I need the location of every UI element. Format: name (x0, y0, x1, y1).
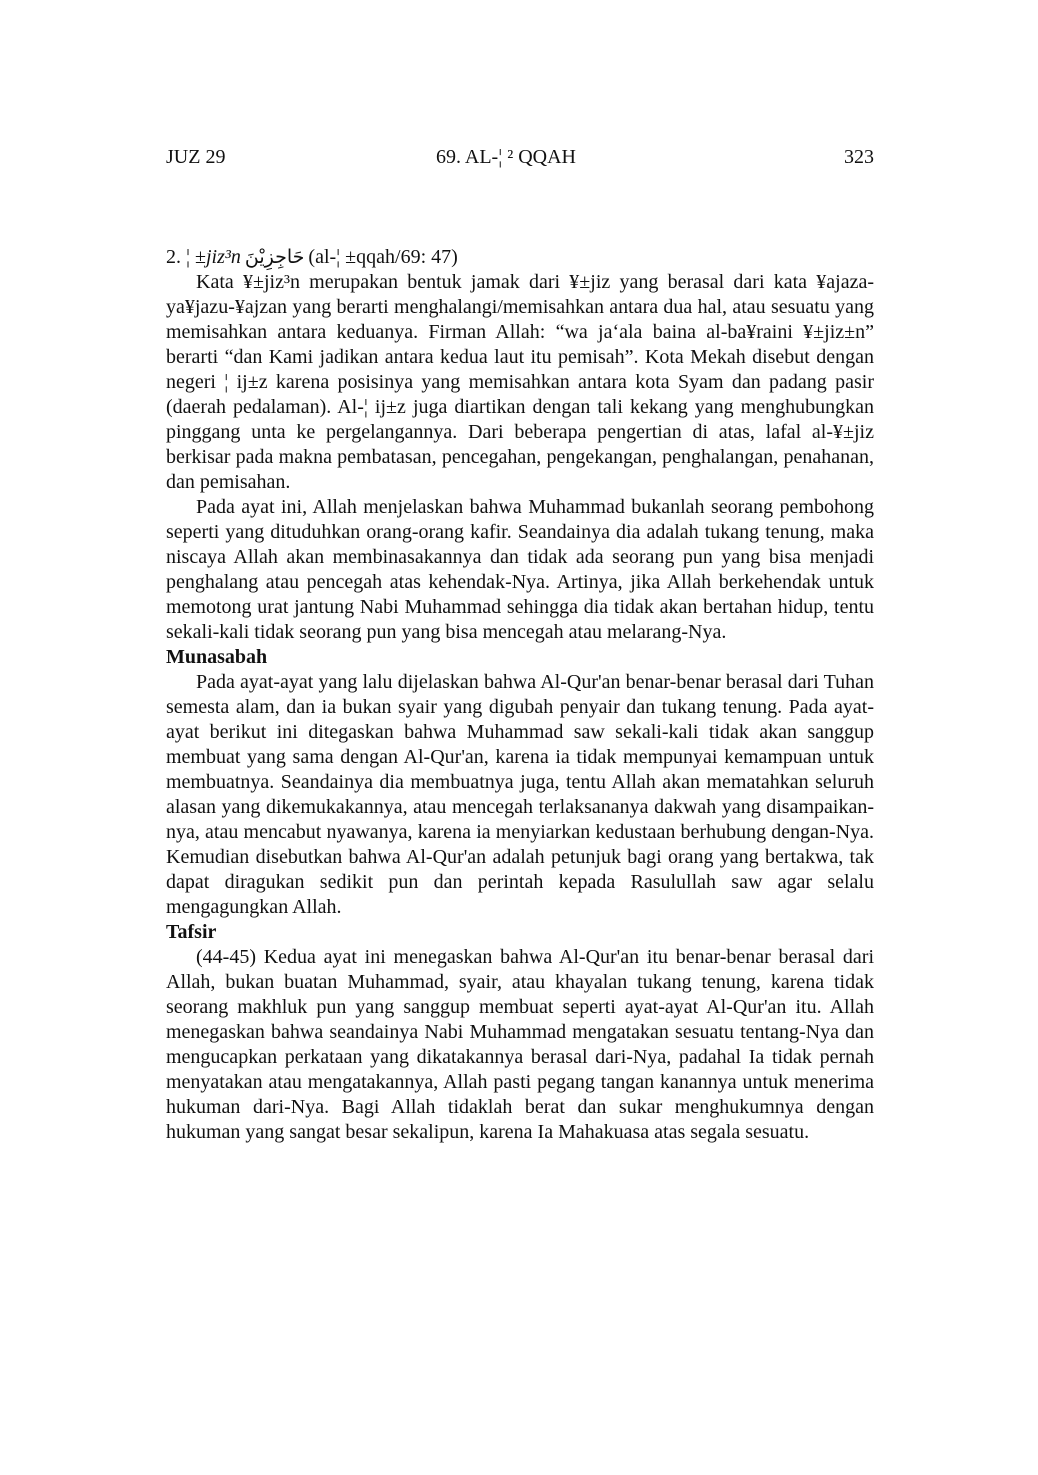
page-body (166, 245, 874, 1145)
tafsir-heading: Tafsir (166, 921, 217, 943)
surah-title: 69. AL-¦ ² QQAH (436, 146, 576, 168)
term-transliteration: jiz³n (205, 246, 241, 268)
term-prefix: ¦ ± (186, 246, 206, 268)
term-reference: (al-¦ ±qqah/69: 47) (308, 246, 458, 268)
tafsir-paragraph: (44-45) Kedua ayat ini menegaskan bahwa Al-Qur'an itu benar-benar berasal dari Allah, bukan buatan Muhammad, syair, atau khayalan tukang tenung, karena tidak seorang makhluk pun yang sanggup membuat seperti ayat-ayat Al-Qur'an itu. Allah menegaskan bahwa seandainya Nabi Muhammad mengatakan sesuatu tentang-Nya dan mengucapkan perkataan yang dikatakannya berasal dari-Nya, padahal Ia tidak pernah menyatakan atau mengatakannya, Allah pasti pegang tangan kanannya untuk menerima hukuman dari-Nya. Bagi Allah tidaklah berat dan sukar menghukumnya dengan hukuman yang sangat besar sekalipun, karena Ia Mahakuasa atas segala sesuatu. (166, 946, 874, 1143)
item-number: 2. (166, 246, 181, 268)
munasabah-heading: Munasabah (166, 646, 268, 668)
munasabah-paragraph: Pada ayat-ayat yang lalu dijelaskan bahwa Al-Qur'an benar-benar berasal dari Tuhan semesta alam, dan ia bukan syair yang digubah penyair dan tukang tenung. Pada ayat-ayat berikut ini ditegaskan bahwa Muhammad saw sekali-kali tidak akan sanggup membuat yang sama dengan Al-Qur'an, karena ia tidak mempunyai kemampuan untuk membuatnya. Seandainya dia membuatnya juga, tentu Allah akan mematahkan seluruh alasan yang dikemukakannya, atau mencegah terlaksananya dakwah yang disampaikan-nya, atau mencabut nyawanya, karena ia menyiarkan kedustaan berhubung dengan-Nya. Kemudian disebutkan bahwa Al-Qur'an adalah petunjuk bagi orang yang bertakwa, tak dapat diragukan sedikit pun dan perintah kepada Rasulullah saw agar selalu mengagungkan Allah. (166, 671, 874, 918)
item-2-paragraph-1: Kata ¥±jiz³n merupakan bentuk jamak dari ¥±jiz yang berasal dari kata ¥ajaza-ya¥jazu-¥ajzan yang berarti menghalangi/memisahkan antara dua hal, atau sesuatu yang memisahkan antara keduanya. Firman Allah: “wa ja‘ala baina al-ba¥raini ¥±jiz±n” berarti “dan Kami jadikan antara kedua laut itu pemisah”. Kota Mekah disebut dengan negeri ¦ ij±z karena posisinya yang memisahkan antara kota Syam dan padang pasir (daerah pedalaman). Al-¦ ij±z juga diartikan dengan tali kekang yang menghubungkan pinggang unta ke pergelangannya. Dari beberapa pengertian di atas, lafal al-¥±jiz berkisar pada makna pembatasan, pencegahan, pengekangan, penghalangan, penahanan, dan pemisahan. (166, 271, 874, 493)
item-2-paragraph-2: Pada ayat ini, Allah menjelaskan bahwa Muhammad bukanlah seorang pembohong seperti yang dituduhkan orang-orang kafir. Seandainya dia adalah tukang tenung, maka niscaya Allah akan membinasakannya dan tidak ada seorang pun yang bisa menjadi penghalang atau pencegah atas kehendak-Nya. Artinya, jika Allah berkehendak untuk memotong urat jantung Nabi Muhammad sehingga dia tidak akan bertahan hidup, tentu sekali-kali tidak seorang pun yang bisa mencegah atau melarang-Nya. (166, 496, 874, 643)
item-2-title (166, 245, 874, 270)
term-arabic: حَاجِزِيْنَ (244, 246, 305, 268)
page-number: 323 (844, 146, 874, 168)
juz-label: JUZ 29 (166, 146, 226, 168)
page-header (166, 146, 874, 174)
